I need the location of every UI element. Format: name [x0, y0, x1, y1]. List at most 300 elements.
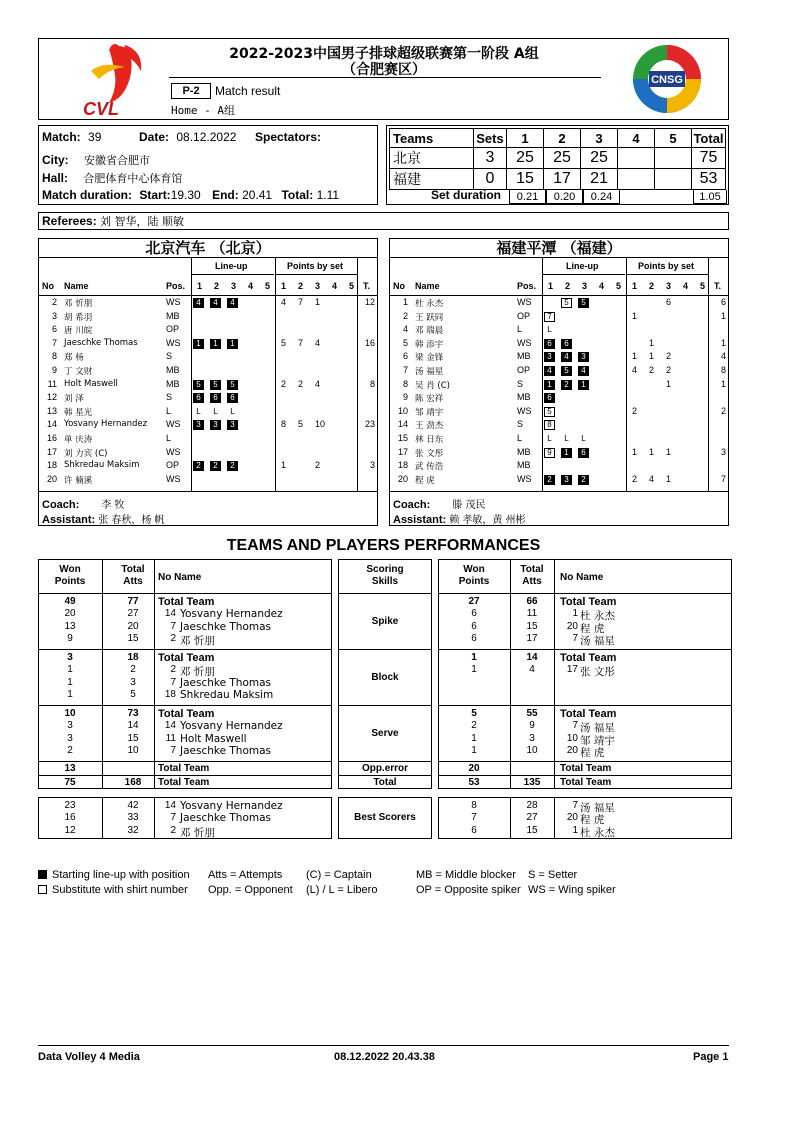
player-name: 张 文彤 — [580, 666, 615, 679]
player-row — [39, 392, 377, 406]
col-points-set: 1 — [632, 281, 638, 291]
col-points-set: 2 — [298, 281, 304, 291]
set-points: 5 — [281, 337, 287, 348]
player-name: 程 虎 — [580, 814, 605, 827]
col-points-set: 4 — [332, 281, 338, 291]
set-points: 1 — [649, 337, 655, 348]
player-number: 16 — [46, 433, 57, 443]
won-points: 27 — [468, 596, 480, 607]
assistant-names: 赖 孝敏，黄 州彬 — [449, 515, 526, 526]
lineup-mark: 2 — [227, 461, 238, 471]
end-label: End: — [212, 188, 239, 202]
player-row — [39, 433, 377, 447]
set-points: 1 — [281, 460, 287, 471]
hall-value: 合肥体育中心体育馆 — [83, 172, 183, 185]
player-name: 唐 川皖 — [64, 326, 93, 337]
lineup-mark: 6 — [578, 448, 589, 458]
row-separator — [438, 649, 732, 650]
col-points-set: 3 — [666, 281, 672, 291]
sets-score-box — [386, 125, 729, 205]
opp-error-right-name: Total Team — [560, 763, 612, 774]
lineup-mark: 9 — [544, 448, 555, 458]
report-title: 2022-2023中国男子排球超级联赛第一阶段 A组 — [229, 46, 539, 62]
won-points: 6 — [471, 620, 477, 632]
player-number: 9 — [51, 365, 57, 375]
coach-row — [393, 496, 485, 511]
set-points: 8 — [281, 419, 287, 430]
set-points: 2 — [666, 351, 672, 362]
total-label: Total: — [281, 188, 314, 202]
won-points: 1 — [67, 664, 73, 676]
col-name: Name — [415, 281, 440, 291]
player-name: 许 楠溪 — [64, 475, 93, 486]
match-label: Match: — [42, 130, 81, 144]
lineup-mark: L — [547, 434, 552, 443]
player-position: WS — [166, 446, 181, 457]
player-position: S — [517, 419, 524, 430]
set-points: 1 — [666, 473, 672, 484]
start-label: Start: — [139, 188, 171, 202]
player-row — [390, 447, 728, 461]
legend-ws: WS = Wing spiker — [528, 884, 616, 896]
player-row — [39, 324, 377, 338]
player-name: 程 虎 — [580, 622, 605, 635]
set-points: 1 — [666, 378, 672, 389]
set-score: 25 — [507, 148, 544, 169]
lineup-mark: 5 — [561, 366, 572, 376]
player-position: MB — [517, 460, 531, 471]
report-subtitle: （合肥赛区） — [342, 62, 426, 78]
player-row — [390, 474, 728, 488]
col-lineup-set: 5 — [265, 281, 271, 291]
legend-opp: Opp. = Opponent — [208, 884, 293, 896]
atts-header: Total — [520, 564, 544, 575]
player-number: 14 — [164, 608, 176, 620]
duration-row — [42, 188, 339, 202]
points-by-set-header: Points by set — [638, 261, 695, 271]
col-lineup-set: 2 — [214, 281, 220, 291]
team-name-header: 北京汽车 （北京） — [39, 239, 377, 258]
player-total: 16 — [364, 337, 375, 348]
set-points: 1 — [632, 446, 638, 457]
assistant-row — [42, 511, 165, 526]
opp-error-skill: Opp.error — [361, 763, 409, 774]
assistant-row — [393, 511, 526, 526]
lineup-mark: 8 — [544, 420, 555, 430]
coach-name: 李 牧 — [101, 500, 125, 511]
total-team-label: Total Team — [560, 652, 617, 664]
lineup-mark: 3 — [227, 420, 238, 430]
player-number: 14 — [164, 800, 176, 811]
player-number: 2 — [170, 824, 176, 836]
player-position: L — [166, 405, 172, 416]
won-points: 8 — [471, 800, 477, 811]
col-pos: Pos. — [517, 281, 537, 291]
set-score — [618, 169, 655, 190]
total-atts: 10 — [526, 744, 538, 756]
player-total: 1 — [720, 310, 726, 321]
lineup-mark: L — [564, 434, 569, 443]
total-atts: 2 — [130, 664, 136, 676]
row-separator — [338, 649, 432, 650]
player-number: 11 — [165, 732, 176, 744]
footer-page: Page 1 — [693, 1051, 729, 1063]
grand-total-skill: Total — [373, 777, 397, 788]
total-atts: 3 — [130, 676, 136, 688]
player-row — [390, 311, 728, 325]
total-score: 53 — [692, 169, 726, 190]
legend-captain: (C) = Captain — [306, 869, 372, 881]
player-position: L — [517, 324, 523, 335]
lineup-mark: 3 — [561, 475, 572, 485]
lineup-mark: 1 — [193, 339, 204, 349]
lineup-mark: 6 — [193, 393, 204, 403]
legend-libero: (L) / L = Libero — [306, 884, 378, 896]
sets-row-home — [390, 148, 726, 169]
player-number: 2 — [51, 297, 57, 307]
lineup-mark: 2 — [210, 461, 221, 471]
player-name: 程 虎 — [580, 746, 605, 759]
lineup-mark: 6 — [227, 393, 238, 403]
spectators-label: Spectators: — [255, 130, 322, 144]
row-separator — [38, 649, 332, 650]
column-separator — [102, 559, 103, 789]
set-duration-label: Set duration — [431, 188, 502, 202]
player-position: WS — [166, 473, 181, 484]
lineup-header: Line-up — [566, 261, 599, 271]
col-name: Name — [64, 281, 89, 291]
header-set-4: 4 — [618, 129, 655, 148]
player-number: 20 — [566, 744, 578, 756]
grand-total-right: 53 — [468, 777, 480, 788]
player-number: 2 — [170, 664, 176, 676]
set-points: 1 — [632, 310, 638, 321]
row-separator — [38, 705, 332, 706]
lineup-mark: 6 — [544, 339, 555, 349]
total-team-label: Total Team — [158, 708, 215, 720]
home-group-label: Home - A组 — [171, 104, 235, 117]
player-position: S — [517, 378, 524, 389]
player-row — [39, 297, 377, 311]
player-number: 14 — [164, 720, 176, 732]
player-name: 张 文彤 — [415, 448, 444, 459]
col-pos: Pos. — [166, 281, 186, 291]
player-name: 胡 希羽 — [64, 312, 93, 323]
lineup-mark: 4 — [561, 352, 572, 362]
total-atts: 73 — [127, 708, 139, 719]
divider — [357, 258, 358, 296]
player-number: 20 — [397, 473, 408, 484]
total-atts: 27 — [127, 608, 139, 620]
player-position: S — [166, 392, 173, 403]
assistant-names: 张 春秋，杨 帆 — [98, 515, 165, 526]
set-score: 15 — [507, 169, 544, 190]
player-row — [390, 433, 728, 447]
column-separator — [510, 797, 511, 839]
player-total: 4 — [720, 351, 726, 362]
lineup-mark: 1 — [227, 339, 238, 349]
row-separator — [338, 705, 432, 706]
won-points: 1 — [471, 664, 477, 676]
report-header — [38, 38, 729, 120]
player-row — [390, 460, 728, 474]
col-lineup-set: 5 — [616, 281, 622, 291]
sets-won: 0 — [474, 169, 507, 190]
col-lineup-set: 4 — [248, 281, 254, 291]
player-number: 4 — [402, 324, 408, 335]
spectators-row — [255, 130, 321, 144]
player-name: Jaeschke Thomas — [180, 744, 272, 757]
won-points: 3 — [67, 732, 73, 744]
player-position: WS — [166, 419, 181, 430]
total-atts: 10 — [127, 744, 139, 756]
column-separator — [154, 797, 155, 839]
player-name: Shkredau Maksim — [180, 688, 274, 701]
player-total: 23 — [364, 419, 375, 430]
lineup-mark: 5 — [227, 380, 238, 390]
won-points-header: Won — [463, 564, 485, 575]
match-result-label: Match result — [215, 84, 281, 98]
player-row — [39, 406, 377, 420]
divider — [626, 258, 627, 296]
opp-error-left-name: Total Team — [158, 763, 210, 774]
player-number: 1 — [572, 608, 578, 620]
set-points: 4 — [632, 365, 638, 375]
total-atts: 14 — [526, 652, 538, 663]
city-row — [42, 152, 150, 168]
player-name: Holt Maswell — [64, 378, 118, 389]
grand-atts-left: 168 — [124, 777, 142, 788]
set-points: 2 — [315, 460, 321, 471]
set-points: 6 — [666, 297, 672, 307]
set-points: 2 — [632, 405, 638, 416]
player-name: Yosvany Hernandez — [180, 720, 283, 733]
won-points-header: Points — [54, 576, 86, 587]
won-points: 3 — [67, 720, 73, 732]
header-teams: Teams — [390, 129, 474, 148]
won-points-header: Points — [458, 576, 490, 587]
set-score — [655, 169, 692, 190]
set-points: 2 — [298, 378, 304, 389]
lineup-mark: L — [581, 434, 586, 443]
lineup-mark: 5 — [210, 380, 221, 390]
player-name: Jaeschke Thomas — [64, 337, 138, 348]
row-separator — [438, 775, 732, 776]
header-set-2: 2 — [544, 129, 581, 148]
col-no: No — [42, 281, 54, 291]
total-duration-value: 1.11 — [316, 188, 340, 202]
atts-header: Total — [121, 564, 145, 575]
player-position: MB — [517, 446, 531, 457]
coach-row — [42, 496, 124, 511]
player-number: 8 — [402, 378, 408, 389]
atts-header: Atts — [522, 576, 542, 587]
divider — [542, 258, 543, 296]
col-lineup-set: 1 — [197, 281, 203, 291]
lineup-mark: 3 — [544, 352, 555, 362]
referees-row — [38, 212, 729, 230]
total-atts: 17 — [526, 632, 538, 644]
team-name: 福建 — [390, 169, 474, 190]
won-points: 1 — [67, 676, 73, 688]
roster-column-headers — [390, 258, 728, 296]
player-name: 汤 福星 — [580, 802, 615, 814]
player-position: MB — [517, 392, 531, 403]
legend-setter: S = Setter — [528, 869, 578, 881]
col-no: No — [393, 281, 405, 291]
player-number: 20 — [566, 620, 578, 632]
row-separator — [338, 593, 432, 594]
player-total: 8 — [369, 378, 375, 389]
lineup-mark: 1 — [578, 380, 589, 390]
player-position: WS — [166, 337, 181, 348]
col-points-set: 4 — [683, 281, 689, 291]
total-atts: 66 — [526, 596, 538, 607]
total-atts: 77 — [127, 596, 139, 607]
footer-source: Data Volley 4 Media — [38, 1051, 140, 1063]
player-name: 邓 忻朋 — [180, 666, 215, 679]
player-row — [39, 351, 377, 365]
player-position: WS — [166, 297, 181, 307]
sets-row-away — [390, 169, 726, 190]
lineup-mark: 4 — [227, 298, 238, 308]
hall-label: Hall: — [42, 171, 69, 185]
player-name: 杜 永杰 — [580, 610, 615, 623]
player-position: OP — [166, 324, 180, 335]
column-separator — [554, 797, 555, 839]
won-points: 6 — [471, 632, 477, 644]
won-points: 6 — [471, 824, 477, 836]
player-number: 20 — [46, 473, 57, 484]
player-number: 18 — [46, 460, 57, 471]
player-row — [390, 297, 728, 311]
date-row — [139, 130, 236, 144]
player-number: 1 — [402, 297, 408, 307]
best-scorers-label: Best Scorers — [354, 812, 416, 823]
player-position: S — [166, 351, 173, 362]
coach-name: 滕 茂民 — [452, 500, 486, 511]
grand-atts-right: 135 — [523, 777, 541, 788]
player-name: 邓 忻朋 — [180, 634, 215, 647]
row-separator — [438, 761, 732, 762]
performance-skills-column — [338, 559, 432, 789]
player-row — [39, 338, 377, 352]
header-set-3: 3 — [581, 129, 618, 148]
player-number: 7 — [402, 365, 408, 375]
lineup-mark: 3 — [193, 420, 204, 430]
lineup-mark: L — [230, 406, 235, 416]
won-points: 10 — [64, 708, 76, 719]
end-value: 20.41 — [242, 188, 273, 202]
set-points: 7 — [298, 297, 304, 307]
won-points-header: Won — [59, 564, 81, 575]
player-row — [390, 392, 728, 406]
player-row — [390, 365, 728, 379]
lineup-mark: 1 — [561, 448, 572, 458]
header-divider — [169, 77, 601, 78]
legend-substitute — [38, 884, 188, 896]
player-name: 邓 忻朋 — [64, 299, 93, 309]
player-name: Jaeschke Thomas — [180, 676, 272, 689]
hall-row — [42, 170, 182, 186]
set-points: 4 — [649, 473, 655, 484]
lineup-underline — [191, 274, 274, 275]
no-name-header: No Name — [560, 572, 604, 583]
won-points: 9 — [67, 632, 73, 644]
player-position: WS — [517, 337, 532, 348]
row-separator — [438, 593, 732, 594]
won-points: 1 — [67, 688, 73, 700]
player-name: Jaeschke Thomas — [180, 812, 272, 825]
lineup-mark: 2 — [544, 475, 555, 485]
set-score: 17 — [544, 169, 581, 190]
player-name: Yosvany Hernandez — [180, 608, 283, 621]
lineup-mark: 3 — [578, 352, 589, 362]
player-name: 邹 靖宇 — [580, 734, 615, 747]
player-row — [390, 324, 728, 338]
won-points: 1 — [471, 732, 477, 744]
player-name: 邓 忻朋 — [180, 826, 215, 839]
won-points: 5 — [471, 708, 477, 719]
col-points-set: 3 — [315, 281, 321, 291]
city-value: 安徽省合肥市 — [84, 154, 151, 167]
divider — [275, 258, 276, 296]
player-name: 武 传浩 — [415, 462, 444, 473]
player-number: 2 — [402, 310, 408, 321]
total-score: 75 — [692, 148, 726, 169]
player-number: 3 — [51, 310, 57, 321]
won-points: 20 — [64, 608, 76, 620]
player-number: 6 — [51, 324, 57, 335]
won-points: 49 — [64, 596, 76, 607]
player-name: 汤 福星 — [580, 722, 615, 735]
player-position: OP — [517, 365, 531, 375]
performance-table-home — [38, 559, 332, 789]
performance-table-away — [438, 559, 732, 789]
set-points: 1 — [649, 351, 655, 362]
legend-atts: Atts = Attempts — [208, 869, 283, 881]
won-points: 3 — [67, 652, 73, 663]
set-points: 4 — [315, 378, 321, 389]
scoring-skills-header: Skills — [371, 576, 399, 587]
roster-column-headers — [39, 258, 377, 296]
player-name: 杜 永杰 — [415, 299, 444, 309]
assistant-label: Assistant: — [393, 514, 447, 526]
set-score: 25 — [544, 148, 581, 169]
set-points: 10 — [315, 419, 326, 430]
set-points: 1 — [649, 446, 655, 457]
player-total: 1 — [720, 337, 726, 348]
lineup-header: Line-up — [215, 261, 248, 271]
player-position: MB — [166, 310, 180, 321]
won-points: 23 — [64, 800, 76, 811]
header-set-5: 5 — [655, 129, 692, 148]
legend-op: OP = Opposite spiker — [416, 884, 521, 896]
opp-error-left: 13 — [64, 763, 76, 774]
total-atts: 3 — [529, 732, 535, 744]
lineup-mark: 5 — [578, 298, 589, 308]
player-number: 12 — [46, 392, 57, 403]
player-number: 13 — [46, 405, 57, 416]
column-separator — [510, 559, 511, 789]
player-position: L — [517, 433, 523, 443]
date-label: Date: — [139, 130, 170, 144]
player-number: 6 — [402, 351, 408, 362]
player-number: 14 — [397, 419, 408, 430]
player-name: 陈 宏祥 — [415, 394, 444, 405]
player-total: 3 — [720, 446, 726, 457]
player-number: 9 — [402, 392, 408, 403]
